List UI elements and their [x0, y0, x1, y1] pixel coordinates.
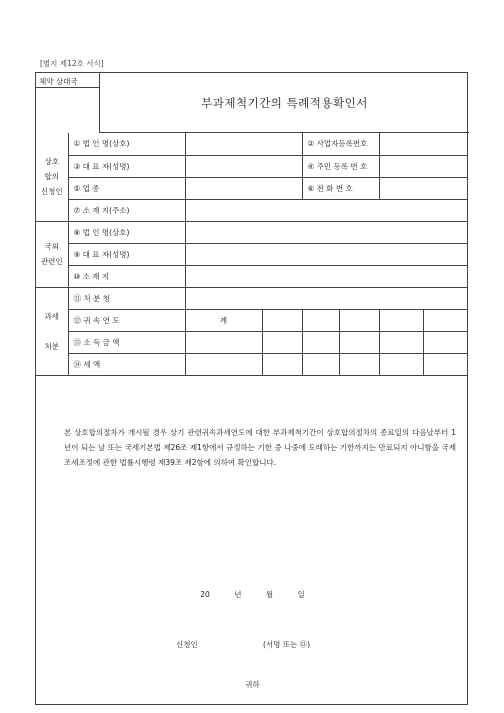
phone-field[interactable]	[379, 177, 468, 199]
business-type-label: ⑤ 업 종	[68, 177, 185, 199]
business-type-field[interactable]	[185, 177, 302, 199]
applicant-label: 신청인	[176, 640, 198, 649]
related-corp-name-label: ⑧ 법 인 명(상호)	[68, 221, 185, 243]
recipient-label: 귀하	[245, 680, 260, 689]
income-cell[interactable]	[339, 331, 379, 353]
tax-cell[interactable]	[379, 353, 423, 375]
tax-cell[interactable]	[423, 353, 468, 375]
tax-cell[interactable]	[262, 353, 302, 375]
tax-disposition-group-label: 과세 처분	[36, 287, 68, 375]
resident-number-field[interactable]	[379, 155, 468, 177]
related-representative-label: ⑨ 대 표 자(성명)	[68, 243, 185, 265]
form-table	[36, 133, 468, 376]
table-row	[36, 243, 468, 265]
table-row	[36, 199, 468, 221]
address-label: ⑦ 소 재 지(주소)	[68, 199, 185, 221]
year-cell[interactable]	[379, 309, 423, 331]
tax-total-cell[interactable]	[185, 353, 262, 375]
address-field[interactable]	[185, 199, 468, 221]
table-row	[36, 353, 468, 375]
applicant-group-label: 상호 합의 신청인	[36, 133, 68, 221]
table-row	[36, 331, 468, 353]
confirmation-paragraph: 본 상호합의절차가 개시될 경우 상기 관련귀속과세연도에 대한 부과제척기간이 상호합의절차의 종료일의 다음날부터 1년이 되는 날 또는 국세기본법 제26조 제1항에서 규정하는 기한 중 나중에 도래하는 기한까지는 만료되지 아니함을 국제조세조정에 관한 법률시행령 제39조 제2항에 의하여 확인합니다.	[64, 428, 456, 467]
table-row	[36, 155, 468, 177]
income-cell[interactable]	[423, 331, 468, 353]
year-cell[interactable]	[423, 309, 468, 331]
related-address-label: ⑩ 소 재 지	[68, 265, 185, 287]
related-representative-field[interactable]	[185, 243, 468, 265]
table-row	[36, 309, 468, 331]
income-label: ⑬ 소 득 금 액	[68, 331, 185, 353]
business-reg-label: ② 사업자등록번호	[302, 133, 379, 155]
total-label: 계	[185, 309, 262, 331]
income-total-cell[interactable]	[185, 331, 262, 353]
date-line: 20 년 월 일	[200, 590, 305, 599]
table-row	[36, 177, 468, 199]
related-party-group-label: 국외 관련인	[36, 221, 68, 287]
tax-cell[interactable]	[339, 353, 379, 375]
table-row	[36, 221, 468, 243]
business-reg-field[interactable]	[379, 133, 468, 155]
income-cell[interactable]	[262, 331, 302, 353]
tax-year-label: ⑫ 귀 속 연 도	[68, 309, 185, 331]
resident-number-label: ④ 주민 등록 번 호	[302, 155, 379, 177]
tax-amount-label: ⑭ 세 액	[68, 353, 185, 375]
income-cell[interactable]	[302, 331, 339, 353]
corp-name-label: ① 법 인 명(상호)	[68, 133, 185, 155]
table-row	[36, 133, 468, 155]
table-row	[36, 287, 468, 309]
income-cell[interactable]	[379, 331, 423, 353]
phone-label: ⑥ 전 화 번 호	[302, 177, 379, 199]
form-number-label: [별지 제12호 서식]	[40, 59, 104, 68]
year-cell[interactable]	[339, 309, 379, 331]
signature-note: (서명 또는 ㉤)	[263, 640, 311, 649]
corp-name-field[interactable]	[185, 133, 302, 155]
tax-office-field[interactable]	[185, 287, 468, 309]
counterpart-box	[36, 73, 100, 133]
confirmation-form	[35, 72, 468, 705]
representative-label: ③ 대 표 자(성명)	[68, 155, 185, 177]
form-title: 부과제척기간의 특례적용확인서	[100, 73, 469, 133]
year-cell[interactable]	[262, 309, 302, 331]
table-row	[36, 265, 468, 287]
counterpart-label: 체약 상대국	[36, 73, 100, 88]
related-address-field[interactable]	[185, 265, 468, 287]
tax-cell[interactable]	[302, 353, 339, 375]
year-cell[interactable]	[302, 309, 339, 331]
tax-office-label: ⑪ 처 분 청	[68, 287, 185, 309]
related-corp-name-field[interactable]	[185, 221, 468, 243]
representative-field[interactable]	[185, 155, 302, 177]
